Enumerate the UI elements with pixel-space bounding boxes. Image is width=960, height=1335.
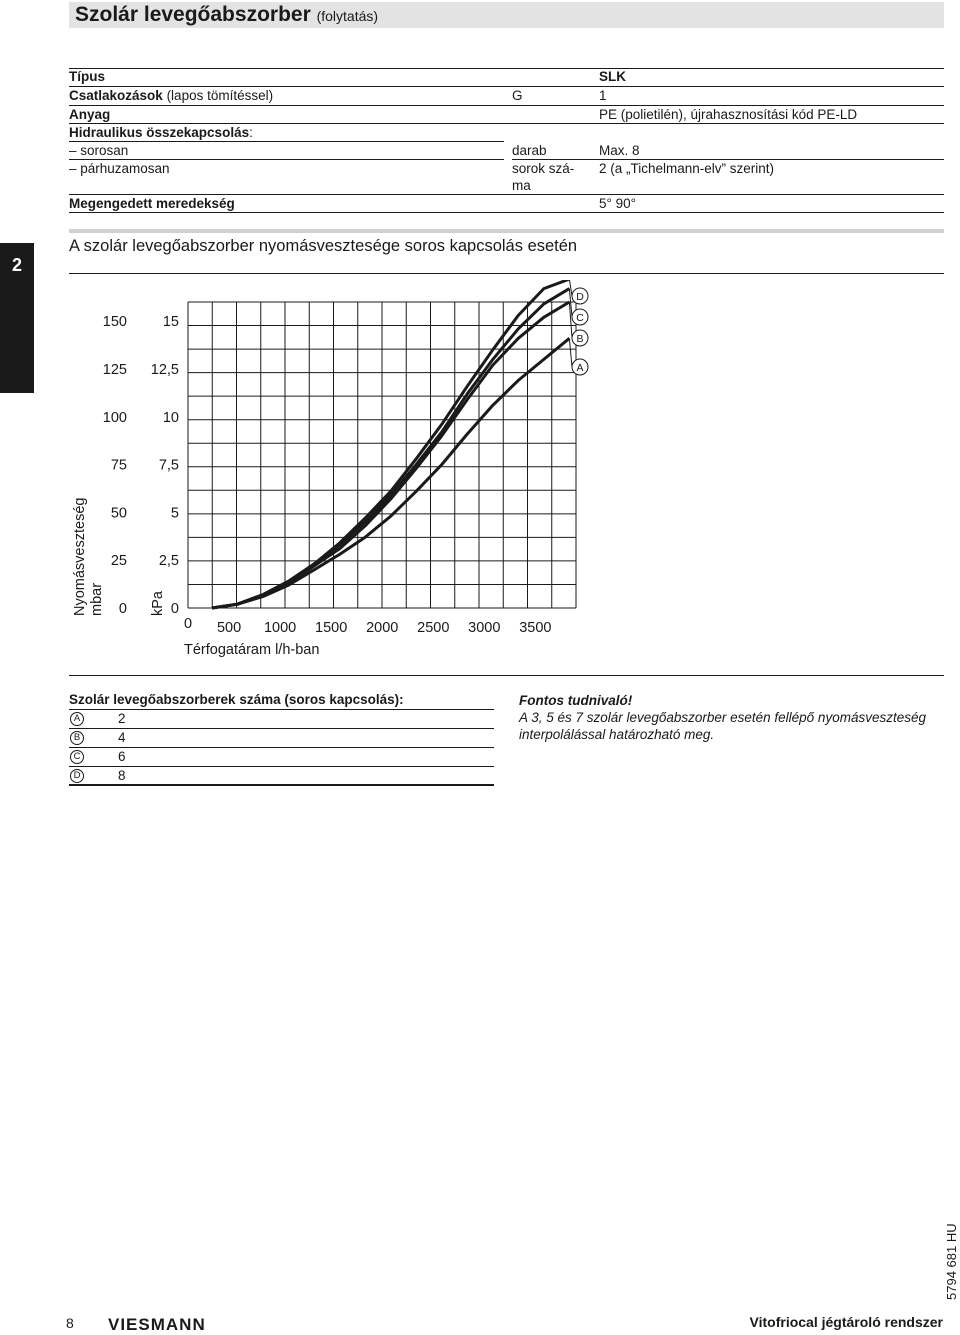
series-line	[212, 302, 569, 608]
material-value: PE (polietilén), újrahasznosítási kód PE-LD	[599, 107, 858, 122]
legend-key: A	[70, 712, 84, 726]
parallel-value: 2 (a „Tichelmann-elv” szerint)	[599, 161, 775, 176]
y-tick-label: 100	[102, 409, 127, 426]
hydraulic-label: Hidraulikus összekapcsolás:	[69, 125, 253, 140]
y-tick-label: 15	[162, 314, 179, 331]
page-subtitle: (folytatás)	[316, 8, 379, 24]
y-tick-label: 2,5	[158, 553, 179, 570]
y-tick-label: 7,5	[158, 457, 179, 474]
series-line	[212, 289, 569, 608]
legend-row	[69, 767, 494, 786]
y-ticks-kpa	[151, 314, 179, 617]
legend-row	[69, 729, 494, 748]
connections-label: Csatlakozások (lapos tömítéssel)	[69, 88, 274, 103]
y-tick-label: 0	[118, 601, 127, 617]
y-tick-label: 0	[170, 601, 179, 617]
table-rule	[69, 212, 944, 213]
y-axis-label: Nyomásveszteség	[72, 497, 88, 616]
x-tick-label: 1000	[263, 620, 297, 636]
x-axis-label: Térfogatáram l/h-ban	[184, 642, 320, 658]
x-ticks	[184, 616, 552, 636]
legend-row	[69, 748, 494, 767]
material-label: Anyag	[69, 107, 111, 122]
pressure-loss-chart	[0, 280, 960, 670]
legend-heading: Szolár levegőabszorberek száma (soros kapcsolás):	[69, 690, 494, 710]
important-note	[519, 692, 949, 743]
serial-unit: darab	[512, 143, 547, 158]
slope-label: Megengedett meredekség	[69, 196, 235, 211]
y-tick-label: 12,5	[150, 361, 179, 378]
y-tick-label: 50	[110, 505, 127, 522]
section-divider	[69, 675, 944, 676]
parallel-unit-cont: ma	[512, 178, 531, 193]
parallel-label: – párhuzamosan	[69, 161, 170, 176]
series-label: C	[576, 312, 584, 324]
y-tick-label: 10	[162, 409, 179, 426]
y-tick-label: 5	[170, 505, 179, 522]
series-labels	[569, 280, 588, 375]
type-label: Típus	[69, 69, 105, 84]
note-title: Fontos tudnivaló!	[519, 693, 633, 708]
svg-text:VIESMANN: VIESMANN	[108, 1315, 206, 1334]
note-text: A 3, 5 és 7 szolár levegőabszorber esetén fellépő nyomásveszteség interpolálással határozható meg.	[519, 710, 926, 742]
parallel-unit: sorok szá-	[512, 161, 575, 176]
x-tick-label: 3000	[468, 620, 501, 636]
y-tick-label: 75	[110, 457, 127, 474]
x-tick-label: 0	[183, 616, 193, 632]
series-label: A	[576, 362, 584, 374]
section-rule	[69, 229, 944, 233]
slope-value: 5° 90°	[599, 196, 637, 211]
section-number: 2	[11, 255, 22, 275]
y-ticks-mbar	[103, 314, 127, 617]
connections-value: 1	[599, 88, 607, 103]
table-rule	[69, 68, 944, 69]
x-tick-label: 500	[216, 620, 242, 636]
series-label: B	[576, 333, 584, 345]
x-tick-label: 2500	[417, 620, 450, 636]
type-value: SLK	[599, 69, 626, 84]
y-tick-label: 25	[110, 553, 127, 570]
page-number: 8	[66, 1315, 74, 1331]
section-underline	[69, 273, 944, 274]
legend-key: C	[70, 750, 84, 764]
series-leader	[569, 338, 572, 367]
legend-value: 4	[118, 730, 126, 745]
y-axis-unit: mbar	[89, 582, 105, 616]
x-tick-label: 3500	[519, 620, 552, 636]
legend-value: 6	[118, 749, 126, 764]
document-code: 5794 681 HU	[944, 1223, 959, 1300]
chart-series	[212, 280, 569, 608]
y-axis-label-kpa: kPa	[150, 591, 166, 616]
series-line	[212, 280, 569, 608]
chart-heading: A szolár levegőabszorber nyomásvesztesége soros kapcsolás esetén	[69, 237, 578, 255]
footer-title: Vitofriocal jégtároló rendszer	[749, 1314, 943, 1330]
x-tick-label: 2000	[366, 620, 399, 636]
table-rule	[69, 141, 504, 142]
viessmann-logo	[108, 1310, 210, 1335]
serial-label: – sorosan	[69, 143, 129, 158]
legend-table	[69, 690, 494, 786]
legend-value: 8	[118, 768, 126, 783]
legend-value: 2	[118, 711, 126, 726]
chart-grid	[188, 302, 576, 608]
page-header	[69, 2, 944, 28]
series-label: D	[576, 291, 584, 303]
y-tick-label: 125	[102, 361, 127, 378]
x-tick-label: 1500	[315, 620, 348, 636]
serial-value: Max. 8	[599, 143, 640, 158]
page-title: Szolár levegőabszorber (folytatás)	[75, 3, 379, 26]
legend-key: B	[70, 731, 84, 745]
series-line	[212, 338, 569, 608]
y-tick-label: 150	[102, 314, 127, 331]
legend-key: D	[70, 769, 84, 783]
connections-unit: G	[512, 88, 523, 103]
legend-row	[69, 710, 494, 729]
